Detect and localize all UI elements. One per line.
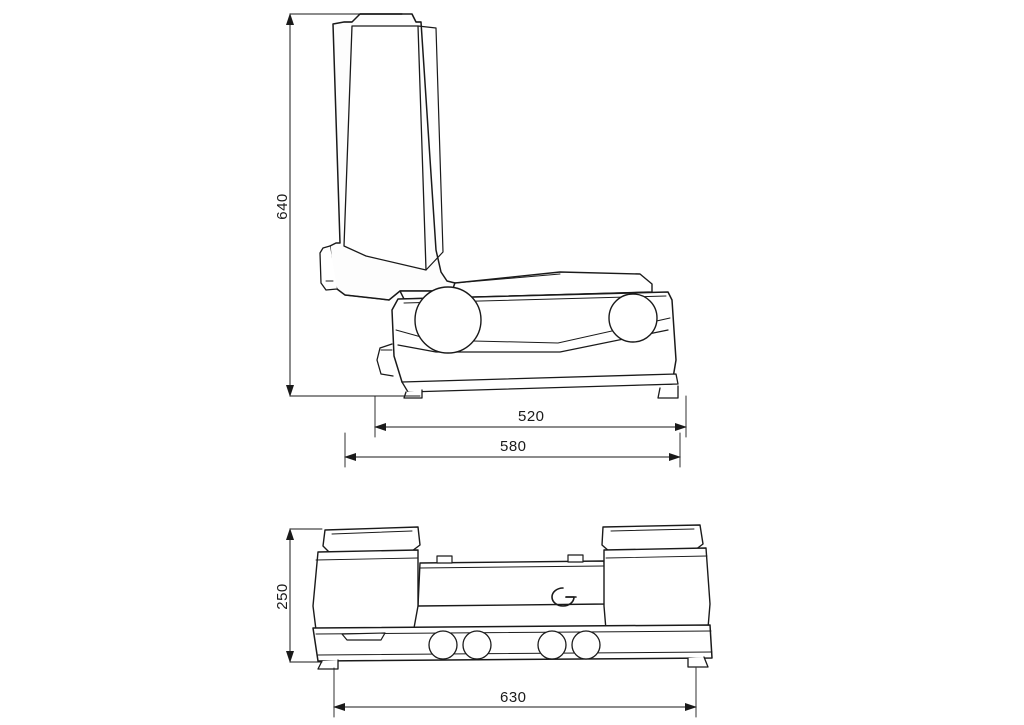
dimension-label-width-520: 520 — [518, 408, 545, 425]
dimension-label-height-640: 640 — [273, 193, 291, 220]
front-base-plinth — [313, 625, 712, 661]
center-upper-cover — [418, 555, 606, 606]
side-elevation-view — [290, 14, 686, 467]
dimension-label-width-630: 630 — [500, 689, 527, 706]
right-body-column — [604, 548, 710, 630]
drip-tray-slot — [342, 633, 385, 640]
left-body-column — [313, 550, 418, 630]
dimension-label-height-250: 250 — [273, 583, 291, 610]
left-side-knob — [377, 344, 393, 376]
hood-upper-plate — [320, 14, 455, 300]
dimension-label-width-580: 580 — [500, 438, 527, 455]
